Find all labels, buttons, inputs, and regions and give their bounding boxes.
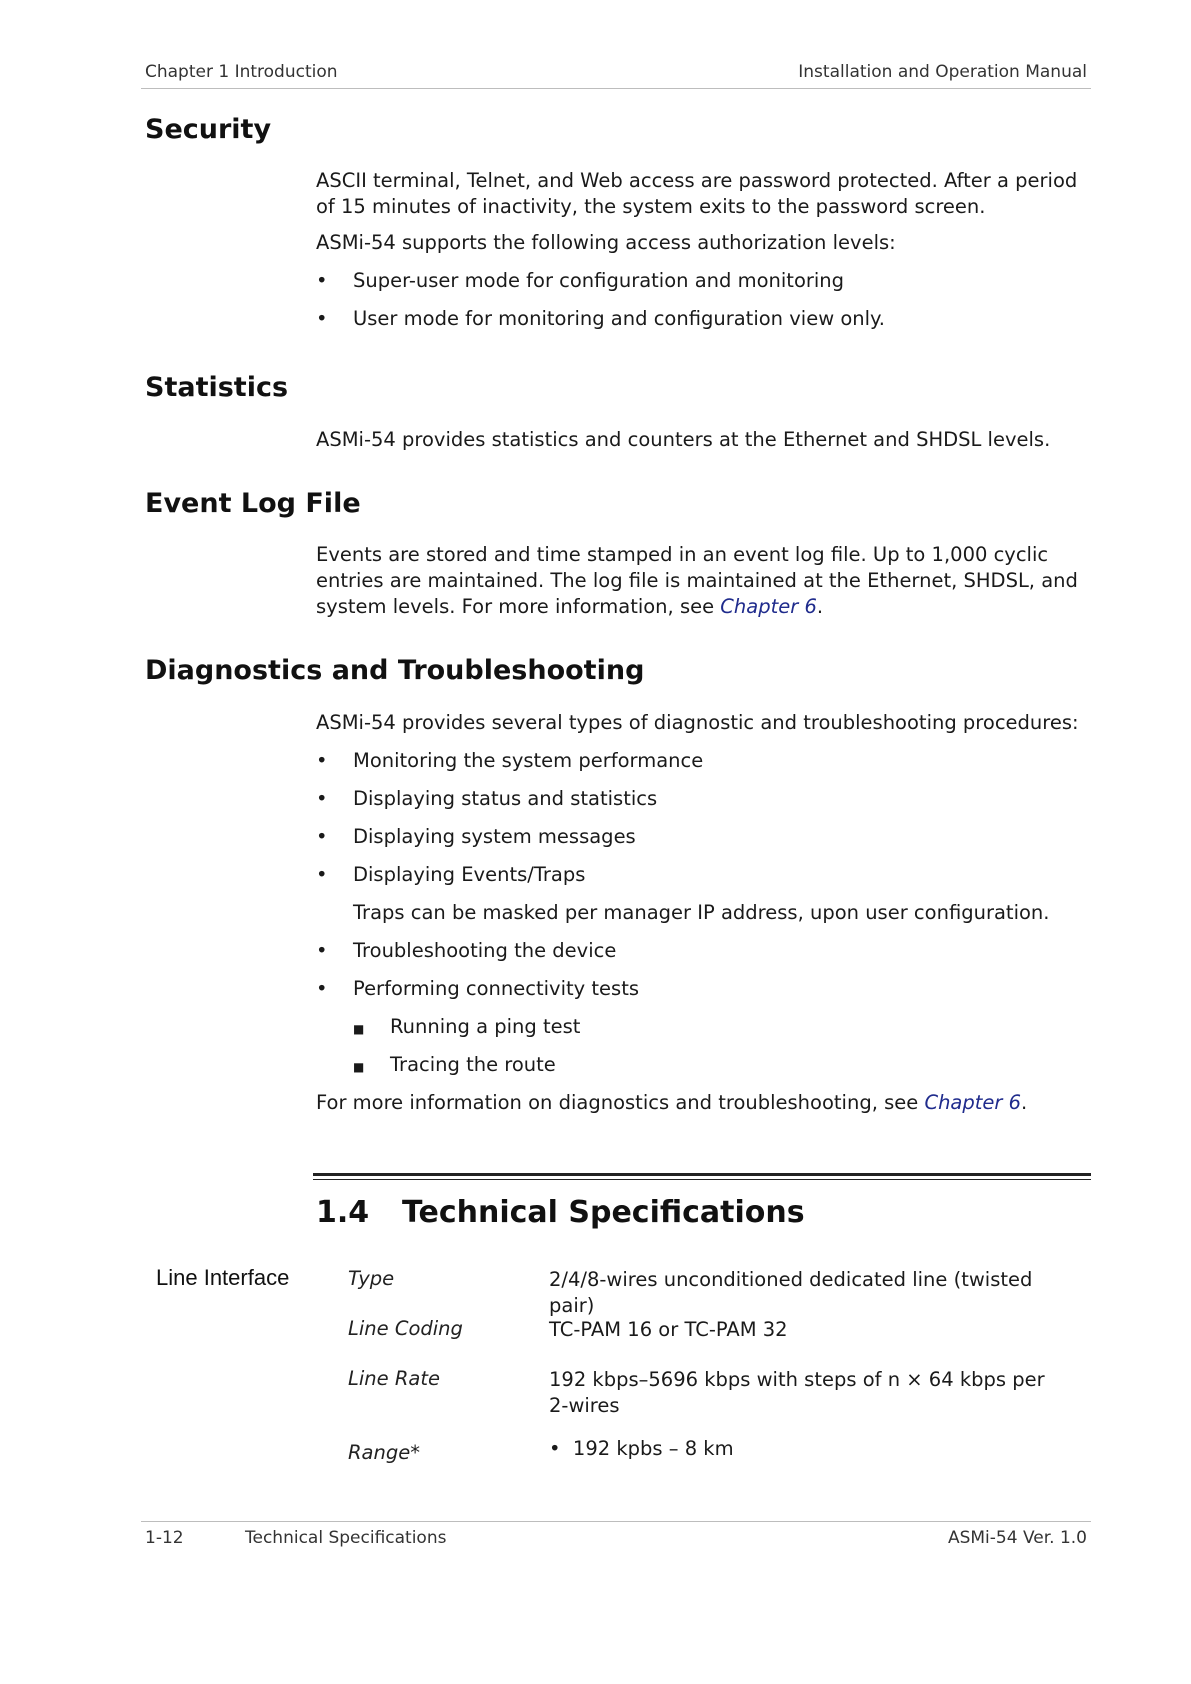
footer-page-number: 1-12 bbox=[145, 1528, 184, 1548]
spec-label: Line Coding bbox=[348, 1317, 463, 1340]
bullet-icon: • bbox=[316, 977, 328, 1000]
event-log-heading: Event Log File bbox=[145, 488, 361, 519]
statistics-paragraph: ASMi-54 provides statistics and counters at the Ethernet and SHDSL levels. bbox=[316, 428, 1051, 451]
spec-value: 192 kbps–5696 kbps with steps of n × 64 kbps per 2-wires bbox=[549, 1368, 1045, 1417]
footer-section: Technical Specifications bbox=[245, 1528, 447, 1548]
security-heading: Security bbox=[145, 114, 272, 145]
traps-note: Traps can be masked per manager IP address, upon user configuration. bbox=[353, 901, 1050, 924]
bullet-icon: • bbox=[316, 939, 328, 962]
square-bullet-icon: ■ bbox=[353, 1060, 365, 1074]
bullet-icon: • bbox=[316, 749, 328, 772]
square-bullet-icon: ■ bbox=[353, 1022, 365, 1036]
spec-label: Range* bbox=[348, 1441, 420, 1464]
diagnostics-more-info: For more information on diagnostics and troubleshooting, see Chapter 6. bbox=[316, 1091, 1028, 1114]
header-manual-title: Installation and Operation Manual bbox=[798, 62, 1087, 82]
section-number: 1.4 bbox=[316, 1195, 370, 1230]
spec-label: Line Rate bbox=[348, 1367, 440, 1390]
spec-value: 2/4/8-wires unconditioned dedicated line (twisted pair) bbox=[549, 1268, 1033, 1317]
spec-group-label: Line Interface bbox=[156, 1265, 290, 1290]
chapter-6-link[interactable]: Chapter 6 bbox=[720, 595, 817, 618]
section-rule bbox=[313, 1173, 1091, 1180]
footer-product: ASMi-54 Ver. 1.0 bbox=[947, 1528, 1087, 1548]
bullet-icon: • bbox=[316, 269, 328, 292]
spec-value: TC-PAM 16 or TC-PAM 32 bbox=[549, 1318, 788, 1341]
section-title: Technical Specifications bbox=[402, 1195, 805, 1230]
header-rule bbox=[141, 88, 1091, 89]
footer-rule bbox=[141, 1521, 1091, 1522]
bullet-icon: • bbox=[316, 825, 328, 848]
bullet-icon: • bbox=[316, 787, 328, 810]
diagnostics-heading: Diagnostics and Troubleshooting bbox=[145, 655, 645, 686]
statistics-heading: Statistics bbox=[145, 372, 289, 403]
bullet-icon: • bbox=[316, 307, 328, 330]
chapter-6-link[interactable]: Chapter 6 bbox=[924, 1091, 1022, 1114]
manual-page: Chapter 1 Introduction Installation and Operation Manual Security ASCII terminal, Telnet, and Web access are password protected. After a period of 15 minutes of inactivity, the system exits to the password screen. ASMi-54 supports the following access authorization levels: • Super-user mode for configuration and monitoring • User mode for monitoring and configuration view only. Statistics ASMi-54 provides statistics and counters at the Ethernet and SHDSL levels. Event Log File Events are stored and time stamped in an event log file. Up to 1,000 cyclic entries are maintained. The log file is maintained at the Ethernet, SHDSL, and system levels. For more information, see Chapter 6. Diagnostics and Troubleshooting ASMi-54 provides several types of diagnostic and troubleshooting procedures: • Monitoring the system performance • Displaying status and statistics • Displaying system messages • Displaying Events/Traps Traps can be masked per manager IP address, upon user configuration. • Troubleshooting the device • Performing connectivity tests ■ Running a ping test ■ Tracing the route For more information on diagnostics and troubleshooting, see Chapter 6. 1.4 Technical Specifications Line Interface Type 2/4/8-wires unconditioned dedicated line (twisted pair) Line Coding TC-PAM 16 or TC-PAM 32 Line Rate 192 kbps–5696 kbps with steps of n × 64 kbps per 2-wires Range* • 192 kpbs – 8 km 1-12 Technical Specifications ASMi-54 Ver. 1.0 bbox=[0, 0, 1191, 1684]
running-header bbox=[145, 62, 1087, 82]
security-paragraph: ASCII terminal, Telnet, and Web access are password protected. After a period of 15 minutes of inactivity, the system exits to the password screen. bbox=[316, 169, 1078, 218]
section-heading bbox=[316, 1195, 805, 1230]
security-levels-intro: ASMi-54 supports the following access authorization levels: bbox=[316, 231, 896, 254]
spec-label: Type bbox=[348, 1267, 395, 1290]
bullet-icon: • bbox=[549, 1437, 561, 1460]
diagnostics-intro: ASMi-54 provides several types of diagnostic and troubleshooting procedures: bbox=[316, 711, 1079, 734]
event-log-paragraph: Events are stored and time stamped in an event log file. Up to 1,000 cyclic entries are maintained. The log file is maintained at the Ethernet, SHDSL, and system levels. For more information, see Chapter 6. bbox=[316, 543, 1078, 618]
bullet-icon: • bbox=[316, 863, 328, 886]
spec-value: • 192 kpbs – 8 km bbox=[549, 1437, 734, 1460]
header-chapter: Chapter 1 Introduction bbox=[145, 62, 338, 82]
